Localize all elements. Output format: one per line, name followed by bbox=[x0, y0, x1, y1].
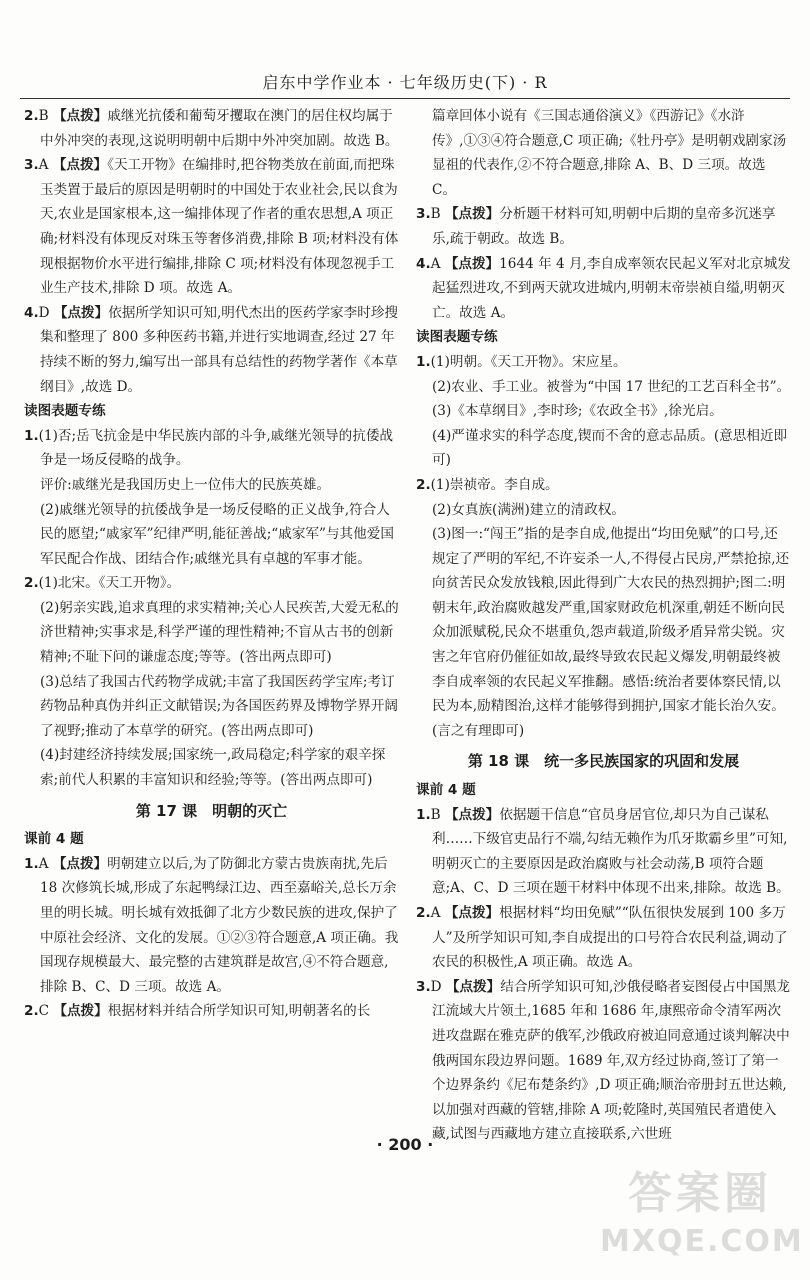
answer-paragraph: (4)严谨求实的科学态度,锲而不舍的意志品质。(意思相近即可) bbox=[432, 427, 788, 469]
answer-paragraph: (4)封建经济持续发展;国家统一,政局稳定;科学家的艰辛探索;前代人积累的丰富知识和经验;等等。(答出两点即可) bbox=[40, 747, 386, 789]
answer-paragraph: (3)总结了我国古代药物学成就;丰富了我国医药学宝库;考订药物品种真伪并纠正文献错误;为各国医药界及博物学界开阔了视野;推动了本草学的研究。(答出两点即可) bbox=[40, 673, 399, 739]
watermark-logo bbox=[600, 1165, 804, 1270]
answer-paragraph: 评价:戚继光是我国历史上一位伟大的民族英雄。 bbox=[40, 476, 331, 493]
answer-item: 2.C 【点拨】根据材料并结合所学知识可知,明朝著名的长 bbox=[24, 1003, 371, 1020]
answer-item: 1.A 【点拨】明朝建立以后,为了防御北方蒙古贵族南扰,先后 18 次修筑长城,形成了东起鸭绿江边、西至嘉峪关,总长万余里的明长城。明长城有效抵御了北方少数民族的进攻,保护了中原社会经济、文化的发展。①②③符合题意,A 项正确。我国现存规模最大、最完整的古建筑群是故宫,④不符合题意,排除 B、C、D 三项。故选 A。 bbox=[24, 855, 399, 995]
answer-paragraph: (2)农业、手工业。被誉为“中国 17 世纪的工艺百科全书”。 bbox=[432, 378, 791, 395]
right-column bbox=[416, 104, 791, 1147]
answer-paragraph: 篇章回体小说有《三国志通俗演义》《西游记》《水浒传》,①③④符合题意,C 项正确;《牡丹亭》是明朝戏剧家汤显祖的代表作,②不符合题意,排除 A、B、D 三项。故选 C。 bbox=[432, 108, 787, 198]
section-heading: 读图表题专练 bbox=[416, 329, 498, 346]
lesson-title: 第 18 课 统一多民族国家的巩固和发展 bbox=[467, 752, 740, 771]
header-title: 启东中学作业本 · 七年级历史(下) · R bbox=[262, 73, 548, 92]
answer-item: 3.A 【点拨】《天工开物》在编排时,把谷物类放在前面,而把珠玉类置于最后的原因是明朝时的中国处于农业社会,民以食为天,农业是国家根本,这一编排体现了作者的重农思想,A 项正确;材料没有体现反对珠玉等奢侈消费,排除 B 项;材料没有体现根据物价水平进行编排,排除 C 项;材料没有体现忽视手工业生产技术,排除 D 项。故选 A。 bbox=[24, 157, 399, 297]
answer-item: 2.A 【点拨】根据材料“均田免赋”“队伍很快发展到 100 多万人”及所学知识可知,李自成提出的口号符合农民利益,调动了农民的积极性,A 项正确。故选 A。 bbox=[416, 905, 788, 971]
answer-item: 2.B 【点拨】戚继光抗倭和葡萄牙攫取在澳门的居住权均属于中外冲突的表现,这说明明朝中后期中外冲突加剧。故选 B。 bbox=[24, 108, 399, 149]
answer-item: 1.B 【点拨】依据题干信息“官员身居官位,却只为自己谋私利……下级官吏品行不端,勾结无赖作为爪牙欺霸乡里”可知,明朝灭亡的主要原因是政治腐败与社会动荡,B 项符合题意;A、C、D 三项在题干材料中体现不出来,排除。故选 B。 bbox=[416, 806, 790, 897]
answer-paragraph: (2)躬亲实践,追求真理的求实精神;关心人民疾苦,大爱无私的济世精神;实事求是,科学严谨的理性精神;不盲从古书的创新精神;不耻下问的谦虚态度;等等。(答出两点即可) bbox=[40, 599, 399, 666]
answer-item: 1.(1)明朝。《天工开物》。宋应星。 bbox=[416, 353, 627, 370]
answer-item: 2.(1)崇祯帝。李自成。 bbox=[416, 476, 559, 493]
answer-paragraph: (3)《本草纲目》,李时珍;《农政全书》,徐光启。 bbox=[432, 403, 723, 420]
answer-item: 1.(1)否;岳飞抗金是中华民族内部的斗争,戚继光领导的抗倭战争是一场反侵略的战争。 bbox=[24, 427, 394, 469]
answer-item: 3.B 【点拨】分析题干材料可知,明朝中后期的皇帝多沉迷享乐,疏于朝政。故选 B。 bbox=[416, 206, 776, 247]
section-heading: 读图表题专练 bbox=[24, 403, 106, 420]
answer-item: 2.(1)北宋。《天工开物》。 bbox=[24, 575, 181, 592]
section-heading: 课前 4 题 bbox=[24, 831, 84, 848]
answer-item: 4.A 【点拨】1644 年 4 月,李自成率领农民起义军对北京城发起猛烈进攻,不到两天就攻进城内,明朝末帝崇祯自缢,明朝灭亡。故选 A。 bbox=[416, 255, 791, 321]
answer-paragraph: (3)图一:“闯王”指的是李自成,他提出“均田免赋”的口号,还规定了严明的军纪,不许妄杀一人,不得侵占民房,严禁抢掠,还向贫苦民众发放钱粮,因此得到广大农民的热烈拥护;图二:明朝末年,政治腐败越发严重,国家财政危机深重,朝廷不断向民众加派赋税,民众不堪重负,怨声载道,阶级矛盾异常尖锐。灾害之年官府仍催征如故,最终导致农民起义爆发,明朝最终被李自成率领的农民起义军推翻。感悟:统治者要体察民情,以民为本,励精图治,这样才能够得到拥护,国家才能长治久安。(言之有理即可) bbox=[432, 526, 790, 739]
page-header bbox=[20, 68, 790, 99]
left-column bbox=[24, 104, 399, 1024]
watermark-url: MXQE.COM bbox=[600, 1224, 804, 1259]
answer-paragraph: (2)戚继光领导的抗倭战争是一场反侵略的正义战争,符合人民的愿望;“戚家军”纪律严明,能征善战;“戚家军”与其他爱国军民配合作战、团结合作;戚继光具有卓越的军事才能。 bbox=[40, 501, 394, 567]
section-heading: 课前 4 题 bbox=[416, 782, 476, 799]
answer-paragraph: (2)女真族(满洲)建立的清政权。 bbox=[432, 501, 625, 518]
watermark-text: 答案圈 bbox=[628, 1168, 772, 1219]
lesson-title: 第 17 课 明朝的灭亡 bbox=[135, 801, 288, 820]
page-number: · 200 · bbox=[376, 1135, 434, 1154]
answer-item: 3.D 【点拨】结合所学知识可知,沙俄侵略者妄图侵占中国黑龙江流域大片领土,1685 年和 1686 年,康熙帝命令清军两次进攻盘踞在雅克萨的俄军,沙俄政府被迫同意通过谈判解决中俄两国东段边界问题。1689 年,双方经过协商,签订了第一个边界条约《尼布楚条约》,D 项正确;顺治帝册封五世达赖,以加强对西藏的管辖,排除 A 项;乾隆时,英国殖民者遣使入藏,试图与西藏地方建立直接联系,六世班 bbox=[416, 978, 791, 1143]
answer-item: 4.D 【点拨】依据所学知识可知,明代杰出的医药学家李时珍搜集和整理了 800 多种医药书籍,并进行实地调查,经过 27 年持续不断的努力,编写出一部具有总结性的药物学著作《本草纲目》,故选 D。 bbox=[24, 304, 399, 395]
